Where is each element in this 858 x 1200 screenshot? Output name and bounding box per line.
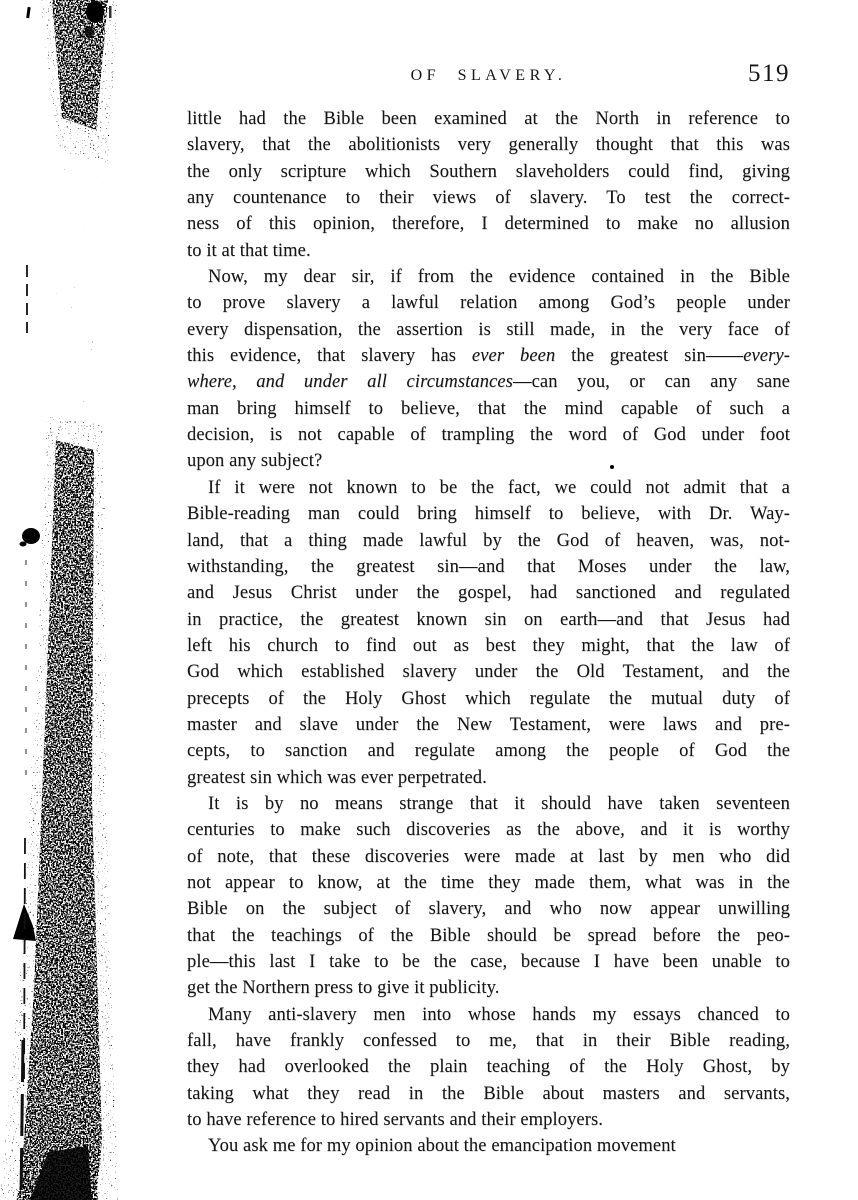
text-segment: not appear to know, at the time they made them, what was in the	[187, 872, 790, 893]
text-segment: they had overlooked the plain teaching of the Holy Ghost, by	[187, 1057, 790, 1078]
binding-line-3	[24, 838, 25, 1085]
ink-speck-topleft	[26, 7, 31, 18]
text-segment: precepts of the Holy Ghost which regulate the mutual duty of	[187, 688, 790, 709]
text-line	[187, 211, 790, 237]
noise-main-core	[20, 440, 102, 1200]
text-line	[187, 817, 790, 843]
text-line	[187, 448, 790, 474]
text-line	[187, 317, 790, 343]
text-line	[187, 633, 790, 659]
ink-blob-triangle	[13, 904, 36, 941]
text-segment: centuries to make such discoveries as the above, and it is worthy	[187, 820, 790, 841]
text-line	[187, 343, 790, 369]
text-line	[187, 896, 790, 922]
text-line	[187, 1081, 790, 1107]
text-line	[187, 501, 790, 527]
text-line	[187, 580, 790, 606]
text-segment: ness of this opinion, therefore, I determined to make no allusion	[187, 214, 790, 235]
text-segment: It is by no means strange that it should have taken seventeen	[208, 793, 790, 814]
text-line	[187, 106, 790, 132]
text-segment: taking what they read in the Bible about masters and servants,	[187, 1083, 790, 1104]
text-line	[187, 475, 790, 501]
text-line	[187, 949, 790, 975]
text-segment: withstanding, the greatest sin—and that Moses under the law,	[187, 556, 790, 577]
text-segment: master and slave under the New Testament, were laws and pre-	[187, 714, 790, 735]
text-segment: Now, my dear sir, if from the evidence contained in the Bible	[208, 267, 790, 288]
text-line	[187, 870, 790, 896]
text-segment: You ask me for my opinion about the emancipation movement	[208, 1136, 676, 1157]
text-segment: slavery, that the abolitionists very generally thought that this was	[187, 135, 790, 156]
text-segment: to have reference to hired servants and their employers.	[187, 1110, 604, 1131]
text-segment: get the Northern press to give it publicity.	[187, 978, 500, 999]
text-line	[187, 975, 790, 1001]
text-line	[187, 290, 790, 316]
text-segment: ple—this last I take to be the case, because I have been unable to	[187, 952, 790, 972]
text-segment: cepts, to sanction and regulate among the people of God the	[187, 741, 790, 762]
text-line	[187, 1107, 790, 1133]
binding-line-4	[21, 1040, 23, 1200]
text-line	[187, 1002, 790, 1028]
text-line	[187, 264, 790, 290]
text-line	[187, 422, 790, 448]
text-line	[187, 238, 790, 264]
text-segment: Bible on the subject of slavery, and who now appear unwilling	[187, 899, 790, 920]
text-line	[187, 844, 790, 870]
text-segment: greatest sin which was ever perpetrated.	[187, 767, 487, 788]
ink-speck-top	[109, 6, 112, 18]
text-segment: upon any subject?	[187, 451, 323, 472]
text-segment: to prove slavery a lawful relation among God’s people under	[187, 293, 790, 314]
text-line	[187, 396, 790, 422]
text-line	[187, 765, 790, 791]
text-segment: left his church to find out as best they might, that the law of	[187, 635, 790, 656]
ink-blob-top	[86, 1, 104, 23]
noise-top-halo	[40, 0, 118, 165]
text-segment: man bring himself to believe, that the mind capable of such a	[187, 398, 790, 419]
text-line	[187, 528, 790, 554]
text-segment: fall, have frankly confessed to me, that in their Bible reading,	[187, 1031, 790, 1052]
paragraph	[187, 791, 790, 1002]
text-segment: to it at that time.	[187, 240, 311, 261]
text-line	[187, 185, 790, 211]
text-segment: any countenance to their views of slavery. To test the correct-	[187, 188, 790, 209]
text-line	[187, 659, 790, 685]
ink-mass-bottom	[30, 1146, 92, 1200]
text-segment: that the teachings of the Bible should be spread before the peo-	[187, 925, 790, 946]
text-line	[187, 132, 790, 158]
ink-blob-left-small	[20, 542, 27, 547]
noise-top-core	[52, 0, 108, 130]
text-segment: the greatest sin——	[555, 346, 744, 367]
text-segment: Many anti-slavery men into whose hands my essays chanced to	[208, 1004, 790, 1025]
text-segment: of note, that these discoveries were made at last by men who did	[187, 846, 790, 867]
page-number: 519	[748, 60, 790, 87]
noise-mid-sparse	[56, 115, 100, 450]
text-line	[187, 159, 790, 185]
text-segment: God which established slavery under the Old Testament, and the	[187, 662, 790, 683]
text-segment: decision, is not capable of trampling the word of God under foot	[187, 425, 790, 446]
ink-blob-top2	[85, 26, 94, 38]
page-header	[187, 60, 790, 94]
text-segment: —can you, or can any sane	[512, 372, 790, 393]
text-line	[187, 1028, 790, 1054]
noise-main-halo	[0, 415, 118, 1200]
text-segment: Bible-reading man could bring himself to believe, with Dr. Way-	[187, 504, 790, 525]
text-line	[187, 738, 790, 764]
ink-blob-left	[22, 528, 40, 544]
text-line	[187, 791, 790, 817]
text-line	[187, 554, 790, 580]
text-line	[187, 923, 790, 949]
paragraph	[187, 475, 790, 791]
paragraph	[187, 1002, 790, 1134]
text-segment: in practice, the greatest known sin on earth—and that Jesus had	[187, 609, 790, 630]
paragraph	[187, 1133, 790, 1159]
text-line	[187, 712, 790, 738]
italic-text-segment: ever been	[471, 346, 556, 367]
text-segment: this evidence, that slavery has	[187, 346, 472, 367]
text-line	[187, 686, 790, 712]
text-line	[187, 369, 790, 395]
noise-bottom-flare	[16, 1108, 98, 1200]
text-line	[187, 607, 790, 633]
paragraph	[187, 264, 790, 475]
text-line	[187, 1054, 790, 1080]
text-segment: the only scripture which Southern slaveholders could find, giving	[187, 161, 790, 182]
paragraph	[187, 106, 790, 264]
text-segment: land, that a thing made lawful by the God of heaven, was, not-	[187, 530, 790, 551]
italic-text-segment: every-	[743, 346, 790, 367]
text-block	[187, 106, 790, 1160]
text-segment: every dispensation, the assertion is still made, in the very face of	[187, 319, 790, 340]
text-line	[187, 1133, 790, 1159]
italic-text-segment: where, and under all circumstances	[187, 372, 513, 393]
running-title: OF SLAVERY.	[410, 67, 567, 84]
text-segment: and Jesus Christ under the gospel, had sanctioned and regulated	[187, 583, 790, 604]
text-segment: If it were not known to be the fact, we could not admit that a	[208, 477, 790, 498]
text-segment: little had the Bible been examined at the North in reference to	[187, 109, 790, 129]
